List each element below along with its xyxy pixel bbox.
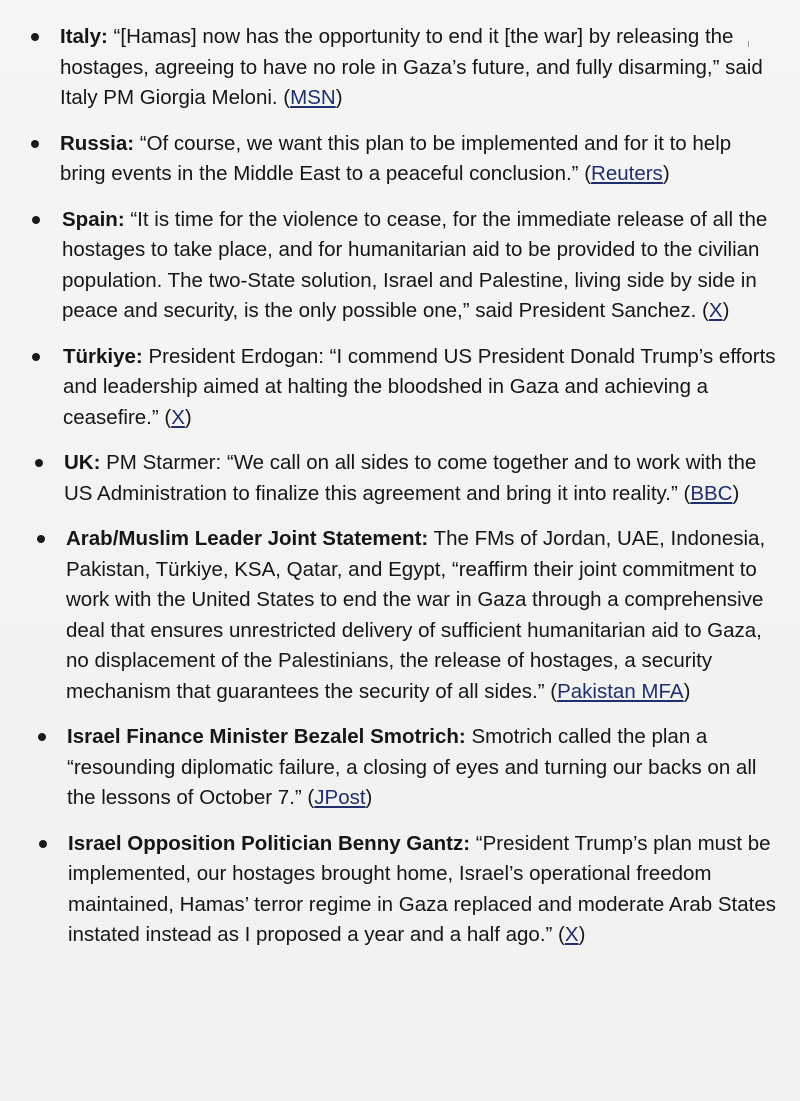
statement-gantz [0,829,800,951]
statement-text: “[Hamas] now has the opportunity to end it [the war] by releasing the hostages, agreeing to have no role in Gaza’s future, and fully disarming,” said Italy PM Giorgia Meloni. ( [60,25,763,109]
source-link[interactable]: Pakistan MFA [557,679,684,703]
statement-label: Türkiye: [63,344,143,368]
source-close: ) [578,923,586,946]
source-close: ) [732,481,740,505]
statement-text: The FMs of Jordan, UAE, Indonesia, Pakistan, Türkiye, KSA, Qatar, and Egypt, “reaffirm their joint commitment to work with the United States to end the war in Gaza through a comprehensive deal that ensures unrestricted delivery of sufficient humanitarian aid to Gaza, no displacement of the Palestinians, the release of hostages, a security mechanism that guarantees the security of all sides.” ( [66,527,766,703]
statement-label: UK: [64,451,101,474]
bullet-icon [38,733,46,741]
bullet-icon [32,353,40,361]
bullet-icon [32,216,40,224]
statement-list [0,22,800,966]
bullet-icon [31,33,39,41]
source-close: ) [722,299,730,322]
source-close: ) [335,86,343,109]
statement-text: “It is time for the violence to cease, for the immediate release of all the hostages to take place, and for humanitarian aid to be provided to the civilian population. The two-State solution, Israel and Palestine, living side by side in peace and security, is the only possible one,” said President Sanchez. ( [62,207,768,322]
source-close: ) [184,405,192,429]
source-close: ) [683,679,691,703]
source-close: ) [365,786,373,809]
source-link[interactable]: JPost [314,786,366,809]
source-link[interactable]: X [708,299,723,322]
statement-smotrich [0,722,800,814]
statement-text: PM Starmer: “We call on all sides to come together and to work with the US Administration to finalize this agreement and bring it into reality.” ( [64,451,757,505]
bullet-icon [35,459,43,467]
bullet-icon [37,535,45,543]
statement-label: Israel Opposition Politician Benny Gantz: [68,831,471,855]
statement-russia [0,129,800,190]
source-link[interactable]: X [171,405,185,429]
source-link[interactable]: X [564,923,579,946]
source-close: ) [662,162,670,185]
statement-text: “President Trump’s plan must be implemented, our hostages brought home, Israel’s operational freedom maintained, Hamas’ terror regime in Gaza replaced and moderate Arab States instated instead as I proposed a year and a half ago.” ( [68,831,776,946]
source-link[interactable]: Reuters [591,162,663,185]
statement-spain [0,205,800,327]
bullet-icon [39,840,47,848]
statement-text: Smotrich called the plan a “resounding diplomatic failure, a closing of eyes and turning our backs on all the lessons of October 7.” ( [67,725,757,809]
statement-uk [0,448,800,509]
source-link[interactable]: BBC [690,481,733,505]
statement-label: Spain: [62,207,125,231]
statement-text: “Of course, we want this plan to be implemented and for it to help bring events in the Middle East to a peaceful conclusion.” ( [60,131,732,185]
statement-italy [0,22,800,114]
bullet-icon [31,140,39,148]
statement-arab-muslim-joint [0,524,800,707]
statement-text: President Erdogan: “I commend US President Donald Trump’s efforts and leadership aimed at halting the bloodshed in Gaza and achieving a ceasefire.” ( [63,344,776,429]
statement-label: Arab/Muslim Leader Joint Statement: [66,527,429,550]
source-link[interactable]: MSN [290,86,336,109]
statement-label: Italy: [60,25,108,48]
statement-label: Israel Finance Minister Bezalel Smotrich: [67,725,466,748]
statement-turkiye [0,342,800,434]
statement-label: Russia: [60,131,135,155]
